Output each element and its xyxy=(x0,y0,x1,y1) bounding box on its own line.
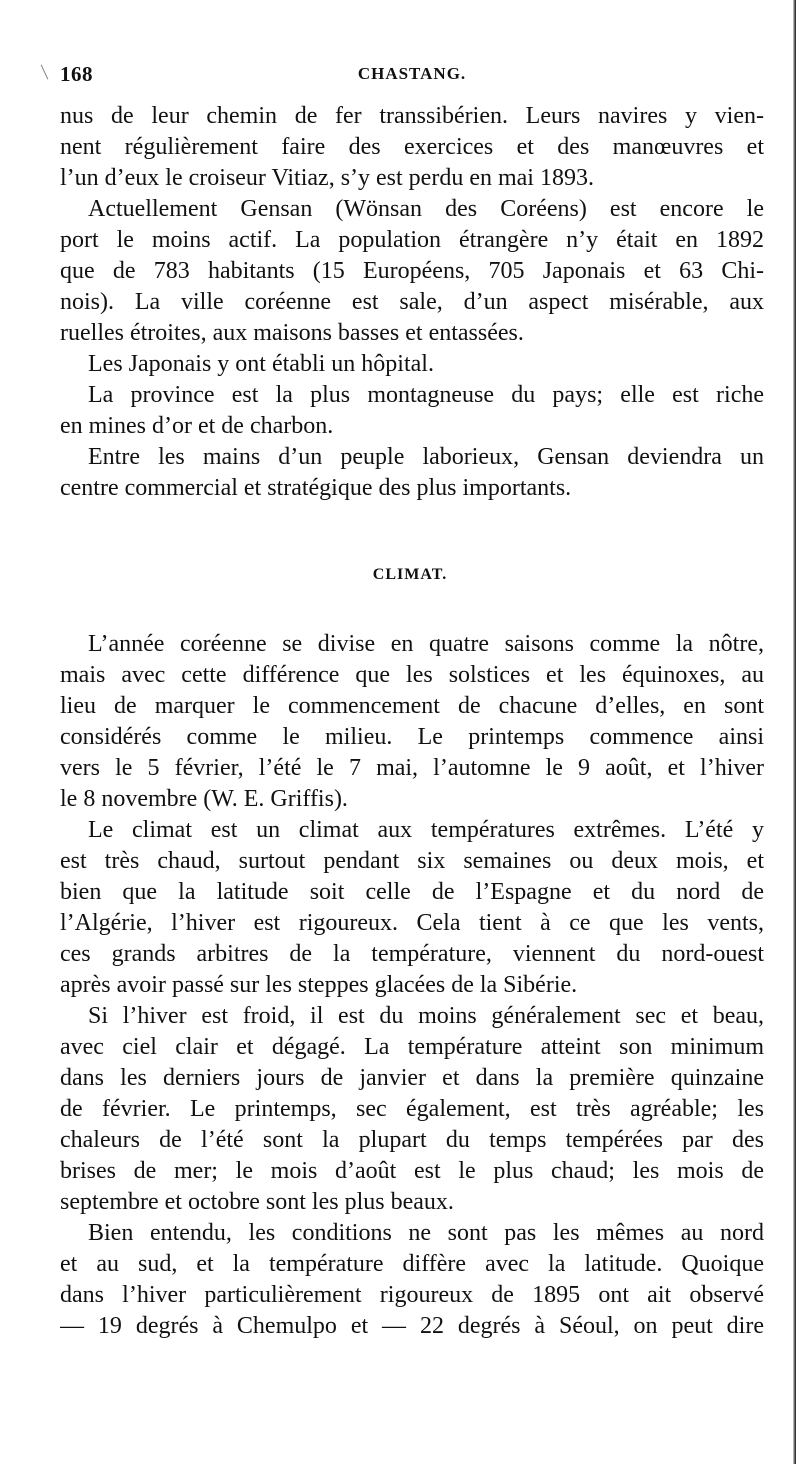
text-line: ces grands arbitres de la température, viennent du nord-ouest xyxy=(60,941,764,967)
page-edge-shadow xyxy=(793,0,796,1464)
text-line: — 19 degrés à Chemulpo et — 22 degrés à Séoul, on peut dire xyxy=(60,1313,764,1339)
margin-mark xyxy=(41,65,49,80)
text-line: brises de mer; le mois d’août est le plus chaud; les mois de xyxy=(60,1158,764,1184)
text-line: considérés comme le milieu. Le printemps commence ainsi xyxy=(60,724,764,750)
text-block-climat xyxy=(60,629,764,1342)
running-head xyxy=(60,62,764,88)
text-line: nus de leur chemin de fer transsibérien. Leurs navires y vien- xyxy=(60,103,764,129)
section-heading: CLIMAT. xyxy=(372,566,448,583)
text-line: mais avec cette différence que les solstices et les équinoxes, au xyxy=(60,662,764,688)
text-line: nois). La ville coréenne est sale, d’un aspect misérable, aux xyxy=(60,289,764,315)
running-title: CHASTANG. xyxy=(357,64,467,83)
text-line: La province est la plus montagneuse du pays; elle est riche xyxy=(88,382,764,408)
text-line: lieu de marquer le commencement de chacune d’elles, en sont xyxy=(60,693,764,719)
page-number: 168 xyxy=(60,62,93,86)
text-line: Si l’hiver est froid, il est du moins généralement sec et beau, xyxy=(88,1003,764,1029)
text-line: que de 783 habitants (15 Européens, 705 Japonais et 63 Chi- xyxy=(60,258,764,284)
text-line: centre commercial et stratégique des plus importants. xyxy=(60,475,572,501)
text-block-port-gensan xyxy=(60,101,764,504)
text-line: dans les derniers jours de janvier et dans la première quinzaine xyxy=(60,1065,764,1091)
text-line: L’année coréenne se divise en quatre saisons comme la nôtre, xyxy=(88,631,764,657)
text-line: le 8 novembre (W. E. Griffis). xyxy=(60,786,348,812)
text-line: l’Algérie, l’hiver est rigoureux. Cela tient à ce que les vents, xyxy=(60,910,764,936)
text-line: chaleurs de l’été sont la plupart du temps tempérées par des xyxy=(60,1127,764,1153)
text-line: Le climat est un climat aux températures extrêmes. L’été y xyxy=(88,817,764,843)
text-line: de février. Le printemps, sec également, est très agréable; les xyxy=(60,1096,764,1122)
text-line: après avoir passé sur les steppes glacées de la Sibérie. xyxy=(60,972,578,998)
text-line: dans l’hiver particulièrement rigoureux de 1895 ont ait observé xyxy=(60,1282,764,1308)
text-line: Bien entendu, les conditions ne sont pas les mêmes au nord xyxy=(88,1220,764,1246)
text-line: avec ciel clair et dégagé. La température atteint son minimum xyxy=(60,1034,764,1060)
text-line: vers le 5 février, l’été le 7 mai, l’automne le 9 août, et l’hiver xyxy=(60,755,764,781)
text-line: Les Japonais y ont établi un hôpital. xyxy=(88,351,434,377)
text-line: en mines d’or et de charbon. xyxy=(60,413,334,439)
text-line: nent régulièrement faire des exercices et des manœuvres et xyxy=(60,134,764,160)
text-line: Actuellement Gensan (Wönsan des Coréens) est encore le xyxy=(88,196,764,222)
text-line: Entre les mains d’un peuple laborieux, Gensan deviendra un xyxy=(88,444,764,470)
text-line: port le moins actif. La population étrangère n’y était en 1892 xyxy=(60,227,764,253)
text-line: l’un d’eux le croiseur Vitiaz, s’y est perdu en mai 1893. xyxy=(60,165,594,191)
text-line: septembre et octobre sont les plus beaux. xyxy=(60,1189,454,1215)
text-line: bien que la latitude soit celle de l’Espagne et du nord de xyxy=(60,879,764,905)
text-line: ruelles étroites, aux maisons basses et entassées. xyxy=(60,320,524,346)
text-line: est très chaud, surtout pendant six semaines ou deux mois, et xyxy=(60,848,764,874)
text-line: et au sud, et la température diffère avec la latitude. Quoique xyxy=(60,1251,764,1277)
